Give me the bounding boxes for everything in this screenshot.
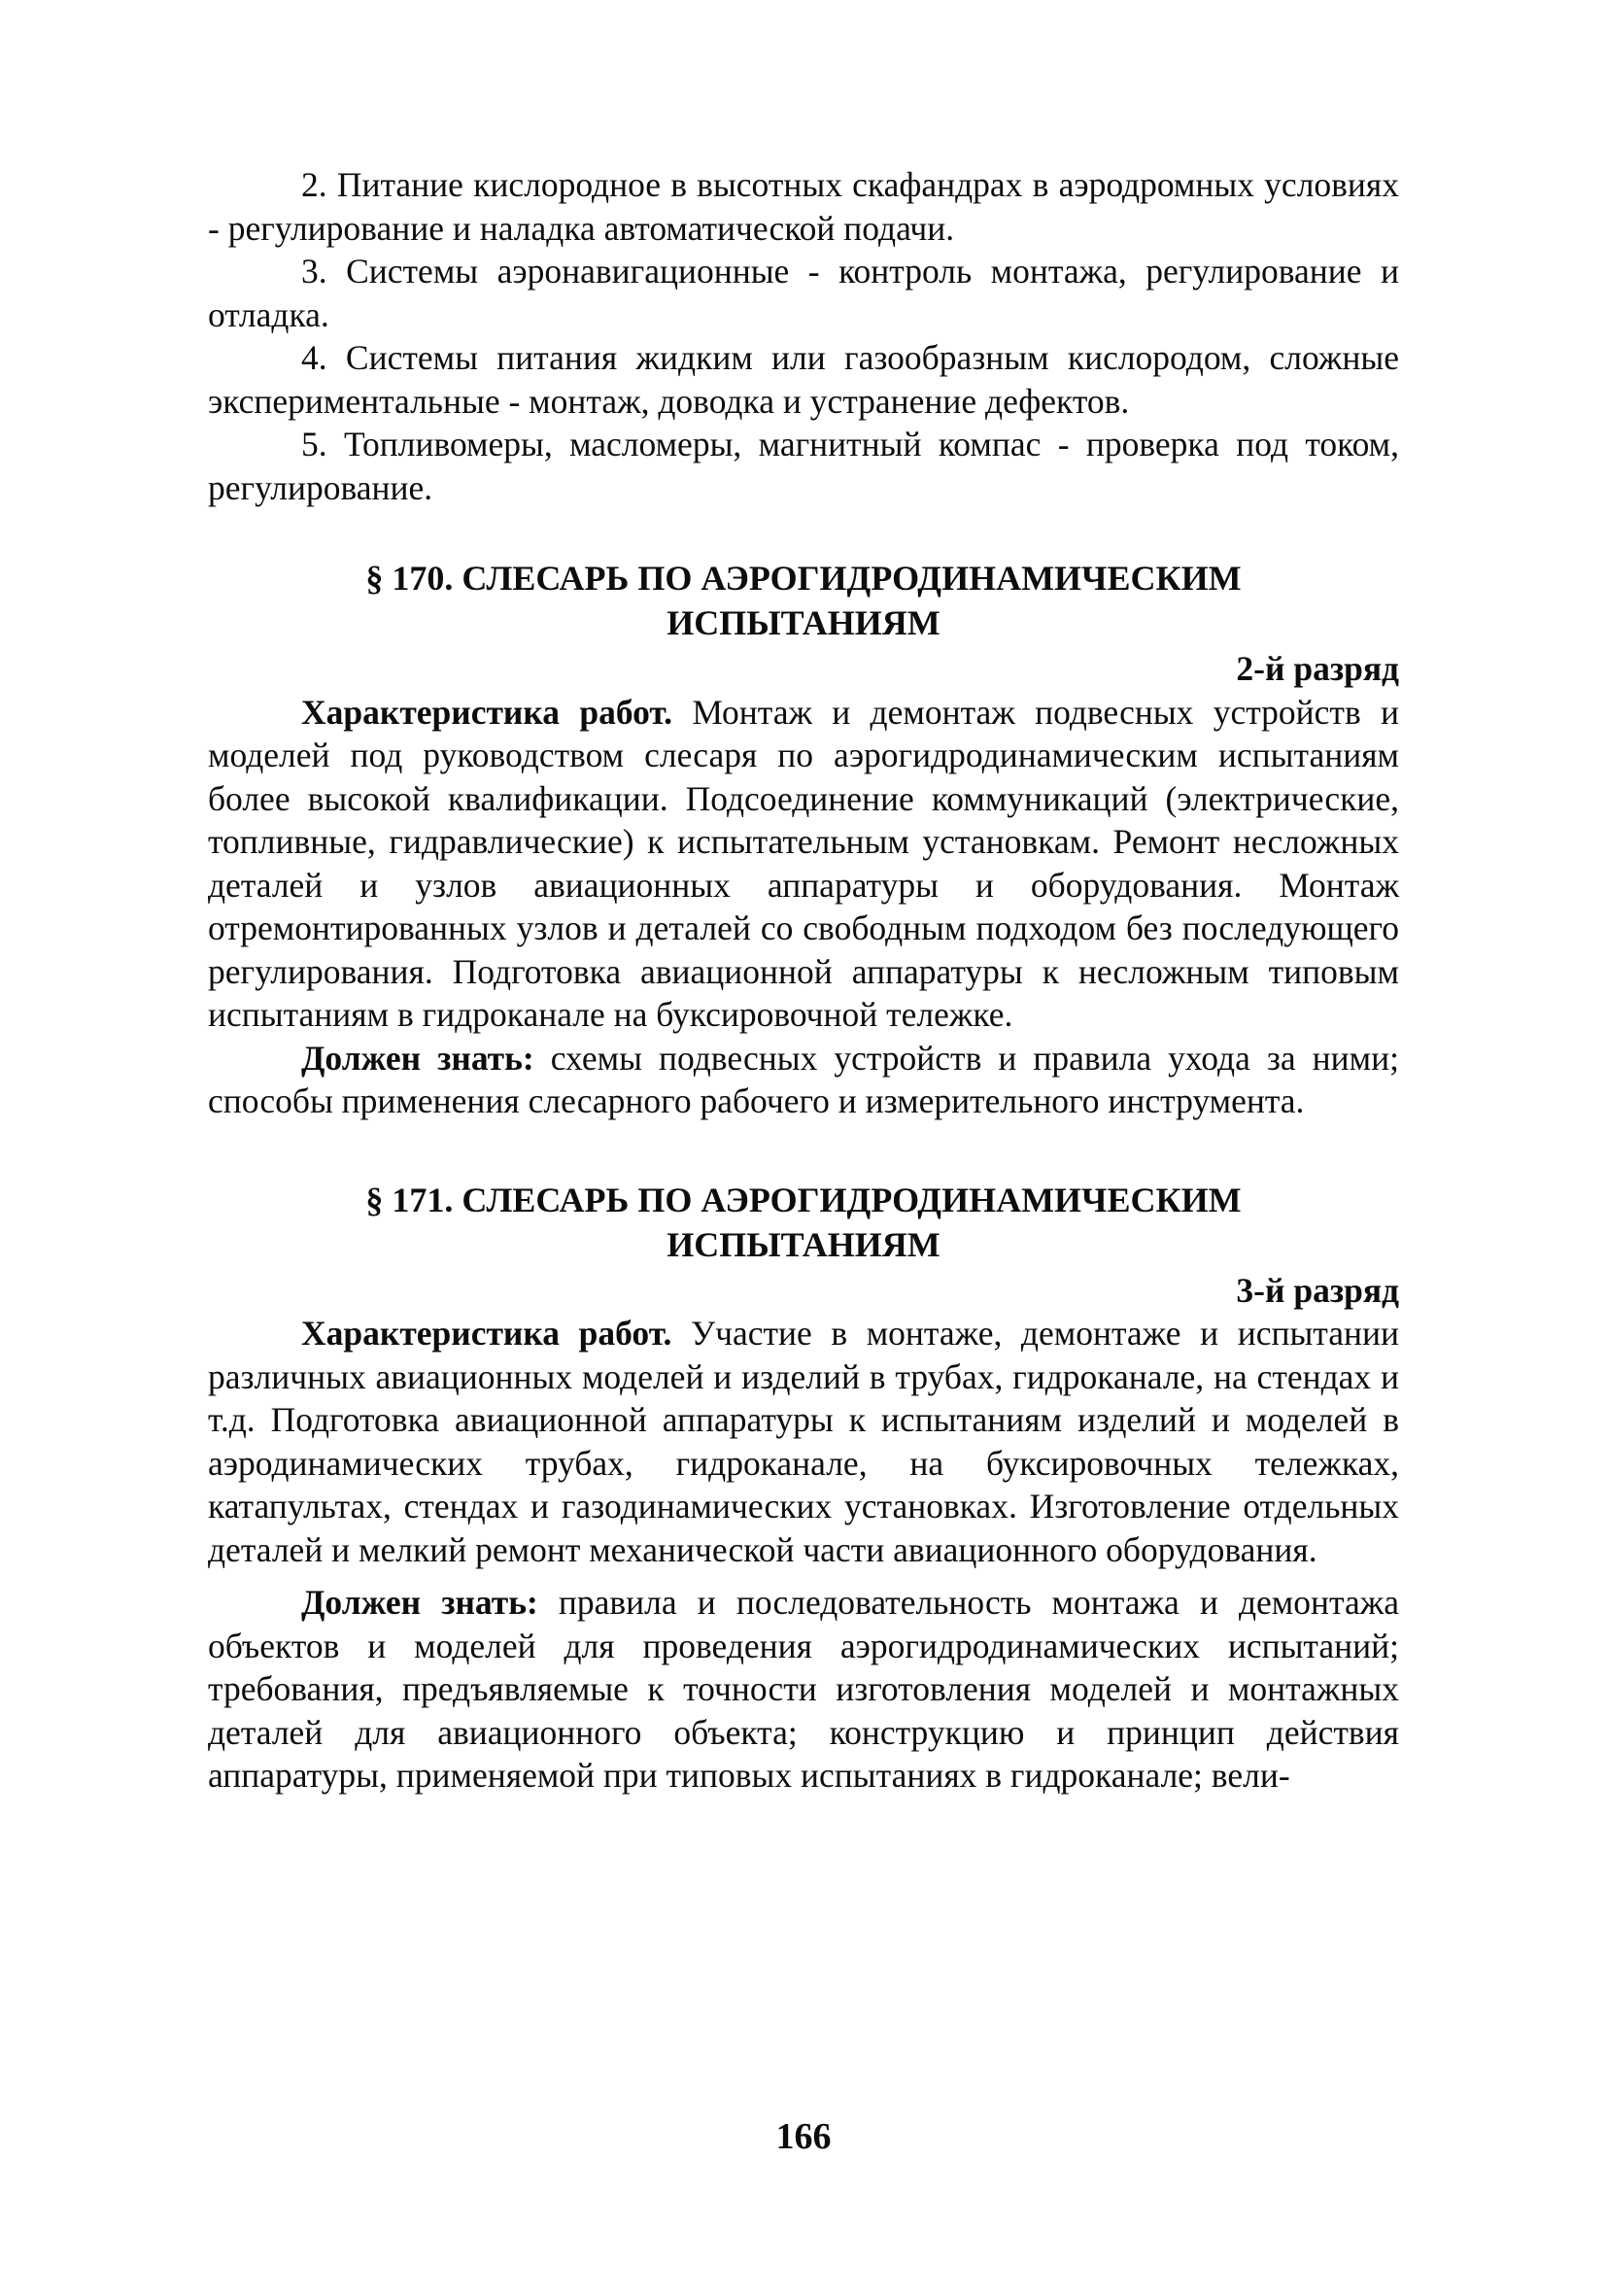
list-item-2: 2. Питание кислородное в высотных скафандрах в аэродромных условиях - регулирование и наладка автоматической подачи. [208,165,1399,248]
list-item-4: 4. Системы питания жидким или газообразным кислородом, сложные экспериментальные - монтаж, доводка и устранение дефектов. [208,338,1399,421]
section-171-title-line2: ИСПЫТАНИЯМ [667,1224,940,1264]
section-171-characteristics [208,1312,1399,1571]
section-170-knowledge-text: схемы подвесных устройств и правила ухода за ними; способы применения слесарного рабочего и измерительного инструмента. [208,1038,1399,1120]
section-171-knowledge-text: правила и последовательность монтажа и демонтажа объектов и моделей для проведения аэрогидродинамических испытаний; требования, предъявляемые к точности изготовления моделей и монтажных деталей для авиационного объекта; конструкцию и принцип действия аппаратуры, применяемой при типовых испытаниях в гидроканале; вели- [208,1583,1399,1795]
section-170-knowledge-label: Должен знать: [301,1038,534,1078]
section-170-knowledge [208,1037,1399,1123]
section-171-characteristics-label: Характеристика работ. [301,1314,672,1353]
section-170-characteristics-text: Монтаж и демонтаж подвесных устройств и моделей под руководством слесаря по аэрогидродинамическим испытаниям более высокой квалификации. Подсоединение коммуникаций (электрические, топливные, гидравлические) к испытательным установкам. Ремонт несложных деталей и узлов авиационных аппаратуры и оборудования. Монтаж отремонтированных узлов и деталей со свободным подходом без последующего регулирования. Подготовка авиационной аппаратуры к несложным типовым испытаниям в гидроканале на буксировочной тележке. [208,692,1399,1034]
section-171-knowledge-label: Должен знать: [301,1583,538,1622]
section-171-grade: 3-й разряд [1236,1270,1399,1310]
section-170-grade: 2-й разряд [1236,649,1399,688]
page-body [208,163,1399,1798]
section-170-characteristics-label: Характеристика работ. [301,692,673,732]
section-170-characteristics [208,691,1399,1037]
page-number: 166 [775,2116,832,2157]
section-170-title-line1: § 170. СЛЕСАРЬ ПО АЭРОГИДРОДИНАМИЧЕСКИМ [365,559,1242,598]
list-item-5: 5. Топливомеры, масломеры, магнитный компас - проверка под током, регулирование. [208,425,1399,507]
section-171-knowledge [208,1581,1399,1798]
list-item-3: 3. Системы аэронавигационные - контроль монтажа, регулирование и отладка. [208,252,1399,334]
section-171-title [208,1178,1399,1267]
section-171-characteristics-text: Участие в монтаже, демонтаже и испытании различных авиационных моделей и изделий в трубах, гидроканале, на стендах и т.д. Подготовка авиационной аппаратуры к испытаниям изделий и моделей в аэродинамических трубах, гидроканале, на буксировочных тележках, катапультах, стендах и газодинамических установках. Изготовление отдельных деталей и мелкий ремонт механической части авиационного оборудования. [208,1314,1399,1569]
section-171-title-line1: § 171. СЛЕСАРЬ ПО АЭРОГИДРОДИНАМИЧЕСКИМ [365,1180,1242,1219]
section-170-title [208,556,1399,645]
section-170-title-line2: ИСПЫТАНИЯМ [667,603,940,642]
